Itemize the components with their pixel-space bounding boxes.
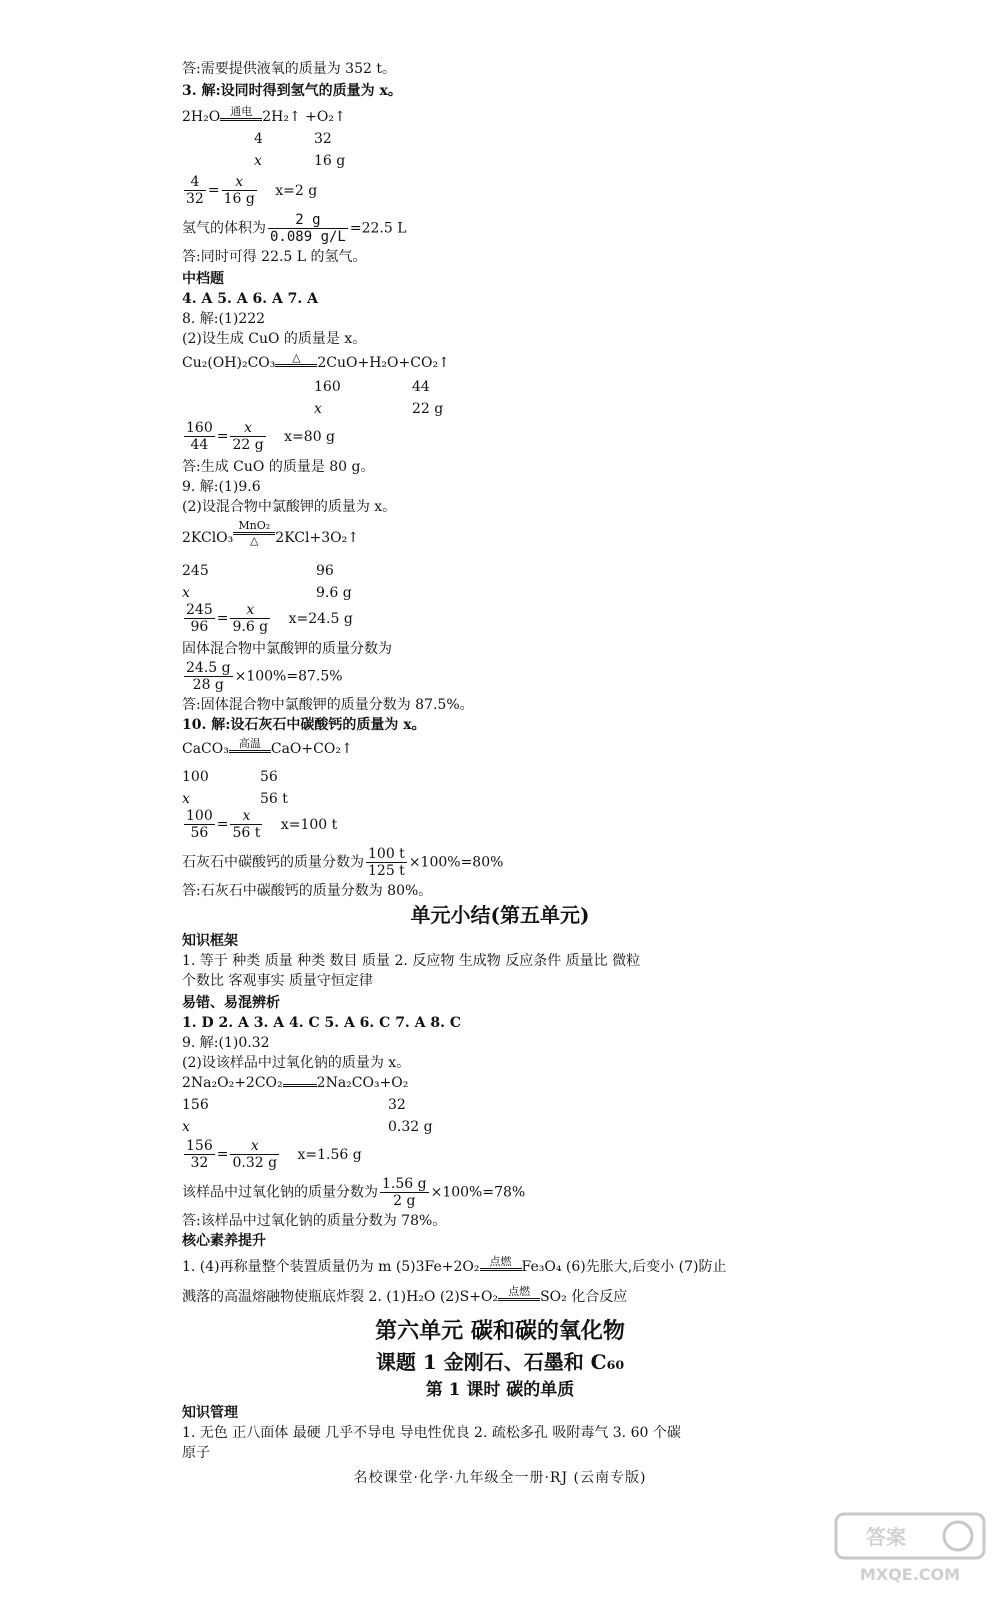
problem-3-heading: 3. 解:设同时得到氢气的质量为 x。 [182,83,402,99]
knowledge-line-2: 原子 [182,1445,210,1461]
section-core-literacy: 核心素养提升 [182,1233,266,1249]
eq3-var-b: 9.6 g [316,585,352,601]
eq-left: 2H₂O [182,109,221,125]
eq5-var-a: x [182,1119,190,1135]
eq5-ratio-a: 156 [182,1097,209,1113]
proportion-3: $\frac{245}{96}$ = $\frac{x}{9.6 g}$ x=24.5 g [186,602,353,635]
fraction-title: 固体混合物中氯酸钾的质量分数为 [182,641,392,657]
section-medium: 中档题 [182,271,224,287]
volume-line: 氢气的体积为 $\frac{2 g}{0.089 g/L}$ =22.5 L [182,212,407,245]
fraction: $\frac{2 g}{0.089 g/L}$ [270,212,346,245]
eq2-var-a: x [314,401,322,417]
percentage-1: $\frac{24.5 g}{28 g}$ ×100%=87.5% [186,660,343,693]
section-knowledge-framework: 知识框架 [182,933,238,949]
eq-condition: 通电 [230,105,253,118]
equation-calcium-carbonate: CaCO₃ 高温 CaO+CO₂↑ [182,737,353,757]
fraction: $\frac{4}{32}$ [186,174,204,207]
eq-arrow [220,106,262,126]
eq1-ratio-a: 4 [254,131,263,147]
eq4-var-a: x [182,791,190,807]
eq3-ratio-a: 245 [182,563,209,579]
equation-water-electrolysis [182,106,346,126]
equation-sodium-peroxide: 2Na₂O₂+2CO₂ 2Na₂CO₃+O₂ [182,1075,409,1091]
knowledge-line-1: 1. 无色 正八面体 最硬 几乎不导电 导电性优良 2. 疏松多孔 吸附毒气 3. 60 个碳 [182,1425,681,1441]
eq1-var-b: 16 g [314,153,346,169]
proportion-result: x=2 g [275,182,318,199]
eq1-ratio-b: 32 [314,131,332,147]
answer-caco3: 答:石灰石中碳酸钙的质量分数为 80%。 [182,883,433,899]
section-knowledge-management: 知识管理 [182,1405,238,1421]
answer-kclo3: 答:固体混合物中氯酸钾的质量分数为 87.5%。 [182,697,474,713]
lesson-title: 课题 1 金刚石、石墨和 C₆₀ [375,1350,625,1374]
fraction: $\frac{x}{16 g}$ [223,174,255,207]
problem-9-part1: 9. 解:(1)9.6 [182,479,261,495]
problem-8-part1: 8. 解:(1)222 [182,311,266,327]
eq4-ratio-b: 56 [260,769,278,785]
problem-10: 10. 解:设石灰石中碳酸钙的质量为 x。 [182,717,426,733]
period-title: 第 1 课时 碳的单质 [425,1380,575,1400]
eq-arrow: MnO₂ △ [233,520,275,547]
page-footer: 名校课堂·化学·九年级全一册·RJ (云南专版) [353,1470,647,1486]
eq1-var-a: x [254,153,262,169]
eq-right: 2H₂↑ +O₂↑ [262,109,346,125]
percentage-3: 该样品中过氧化钠的质量分数为 $\frac{1.56 g}{2 g}$ ×100%=78% [182,1176,526,1209]
unit6-title: 第六单元 碳和碳的氧化物 [375,1318,625,1344]
problem-8-part2: (2)设生成 CuO 的质量是 x。 [182,331,367,347]
answers-4-7: 4. A 5. A 6. A 7. A [182,291,319,307]
equation-potassium-chlorate: 2KClO₃ MnO₂ △ 2KCl+3O₂↑ [182,519,359,547]
framework-line-2: 个数比 客观事实 质量守恒定律 [182,973,373,989]
percentage-2: 石灰石中碳酸钙的质量分数为 $\frac{100 t}{125 t}$ ×100%=80% [182,846,504,879]
proportion-4: $\frac{100}{56}$ = $\frac{x}{56 t}$ x=100 t [186,808,338,841]
answer-line-liquid-oxygen: 答:需要提供液氧的质量为 352 t。 [182,61,396,77]
eq3-var-a: x [182,585,190,601]
eq3-ratio-b: 96 [316,563,334,579]
section-common-errors: 易错、易混辨析 [182,995,280,1011]
answer-na2o2: 答:该样品中过氧化钠的质量分数为 78%。 [182,1213,447,1229]
watermark-logo [830,1510,990,1590]
err-problem-9-part1: 9. 解:(1)0.32 [182,1035,270,1051]
core-line-1: 1. (4)再称量整个装置质量仍为 m (5)3Fe+2O₂ 点燃 Fe₃O₄ (6)先胀大,后变小 (7)防止 [182,1255,727,1275]
svg-text:MXQE.COM: MXQE.COM [859,1565,961,1584]
answer-hydrogen: 答:同时可得 22.5 L 的氢气。 [182,249,367,265]
eq5-var-b: 0.32 g [388,1119,433,1135]
eq-arrow: 点燃 [498,1286,540,1306]
err-problem-9-part2: (2)设该样品中过氧化钠的质量为 x。 [182,1055,411,1071]
watermark-icon [830,1510,990,1590]
core-line-2: 溅落的高温熔融物使瓶底炸裂 2. (1)H₂O (2)S+O₂ 点燃 SO₂ 化合反应 [182,1285,628,1305]
framework-line-1: 1. 等于 种类 质量 种类 数目 质量 2. 反应物 生成物 反应条件 质量比 微粒 [182,953,641,969]
proportion-2: $\frac{160}{44}$ = $\frac{x}{22 g}$ x=80 g [186,420,336,453]
eq2-var-b: 22 g [412,401,444,417]
answer-cuo: 答:生成 CuO 的质量是 80 g。 [182,459,375,475]
svg-text:答案: 答案 [866,1525,906,1549]
eq4-var-b: 56 t [260,791,288,807]
eq2-ratio-b: 44 [412,379,430,395]
answers-1-8: 1. D 2. A 3. A 4. C 5. A 6. C 7. A 8. C [182,1015,462,1031]
unit-summary-title: 单元小结(第五单元) [410,903,590,927]
proportion-5: $\frac{156}{32}$ = $\frac{x}{0.32 g}$ x=1.56 g [186,1138,362,1171]
equation-basic-copper-carbonate: Cu₂(OH)₂CO₃ △ 2CuO+H₂O+CO₂↑ [182,351,450,371]
eq-arrow: 高温 [229,738,271,758]
eq-arrow: △ [275,352,317,372]
eq2-ratio-a: 160 [314,379,341,395]
eq4-ratio-a: 100 [182,769,209,785]
proportion-1: $\frac{4}{32}$ = $\frac{x}{16 g}$ x=2 g [186,174,318,207]
eq-arrow: 点燃 [480,1256,522,1276]
eq-arrow [283,1084,317,1092]
problem-9-part2: (2)设混合物中氯酸钾的质量为 x。 [182,499,397,515]
eq5-ratio-b: 32 [388,1097,406,1113]
